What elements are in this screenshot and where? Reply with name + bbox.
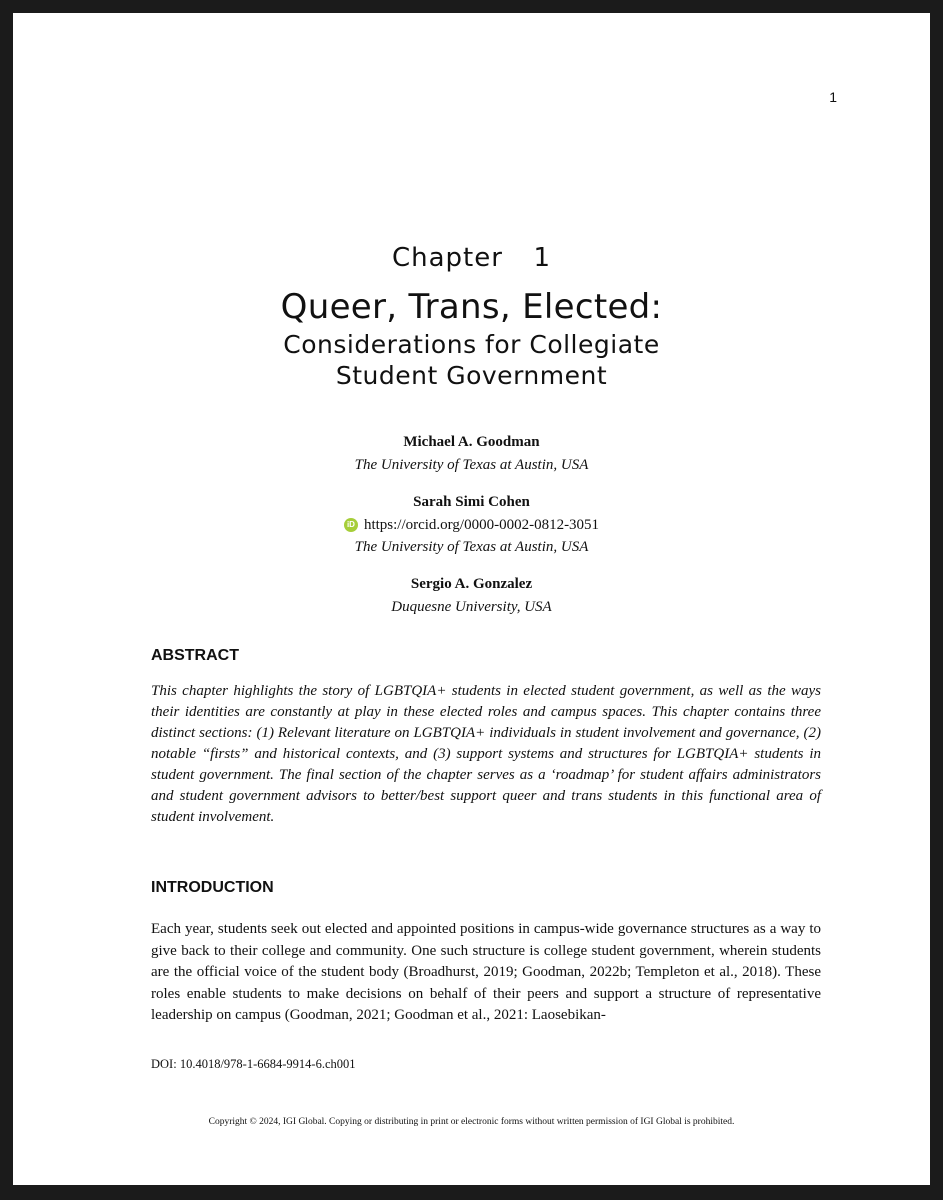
author-name: Michael A. Goodman — [403, 434, 540, 450]
author-block — [13, 572, 930, 618]
author-block — [13, 430, 930, 476]
abstract-text: This chapter highlights the story of LGBTQIA+ students in elected student government, as well as the ways their identities are constantly at play in these elected roles and campus spaces. This chapter contains three distinct sections: (1) Relevant literature on LGBTQIA+ individuals in student involvement and governance, (2) notable “firsts” and historical contexts, and (3) support systems and structures for LGBTQIA+ students in student government. The final section of the chapter serves as a ‘roadmap’ for student affairs administrators and student government advisors to better/best support queer and trans students in this functional area of student involvement. — [151, 683, 821, 825]
author-orcid — [13, 514, 930, 536]
author-name: Sarah Simi Cohen — [413, 494, 530, 510]
page-number: 1 — [829, 89, 837, 105]
introduction-heading: INTRODUCTION — [151, 879, 274, 896]
author-affiliation: Duquesne University, USA — [391, 599, 552, 615]
chapter-label: Chapter 1 — [391, 243, 552, 273]
chapter-subtitle — [13, 329, 930, 391]
author-affiliation: The University of Texas at Austin, USA — [354, 457, 589, 473]
author-list — [13, 430, 930, 632]
copyright-notice: Copyright © 2024, IGI Global. Copying or distributing in print or electronic forms without written permission of IGI Global is prohibited. — [208, 1117, 735, 1127]
subtitle-line: Considerations for Collegiate — [283, 330, 660, 359]
author-affiliation: The University of Texas at Austin, USA — [354, 539, 589, 555]
author-name: Sergio A. Gonzalez — [410, 576, 533, 592]
orcid-icon: iD — [344, 518, 358, 532]
subtitle-line: Student Government — [335, 361, 608, 390]
doi-line: DOI: 10.4018/978-1-6684-9914-6.ch001 — [151, 1057, 356, 1071]
orcid-link[interactable]: https://orcid.org/0000-0002-0812-3051 — [363, 517, 600, 533]
document-page — [13, 13, 930, 1185]
abstract-heading: ABSTRACT — [151, 647, 239, 664]
chapter-title: Queer, Trans, Elected: — [280, 287, 663, 327]
author-block — [13, 490, 930, 558]
introduction-text: Each year, students seek out elected and appointed positions in campus-wide governance structures as a way to give back to their college and community. One such structure is college student government, wherein students are the official voice of the student body (Broadhurst, 2019; Goodman, 2022b; Templeton et al., 2018). These roles enable students to make decisions on behalf of their peers and support a structure of representative leadership on campus (Goodman, 2021; Goodman et al., 2021: Laosebikan- — [151, 921, 821, 1023]
